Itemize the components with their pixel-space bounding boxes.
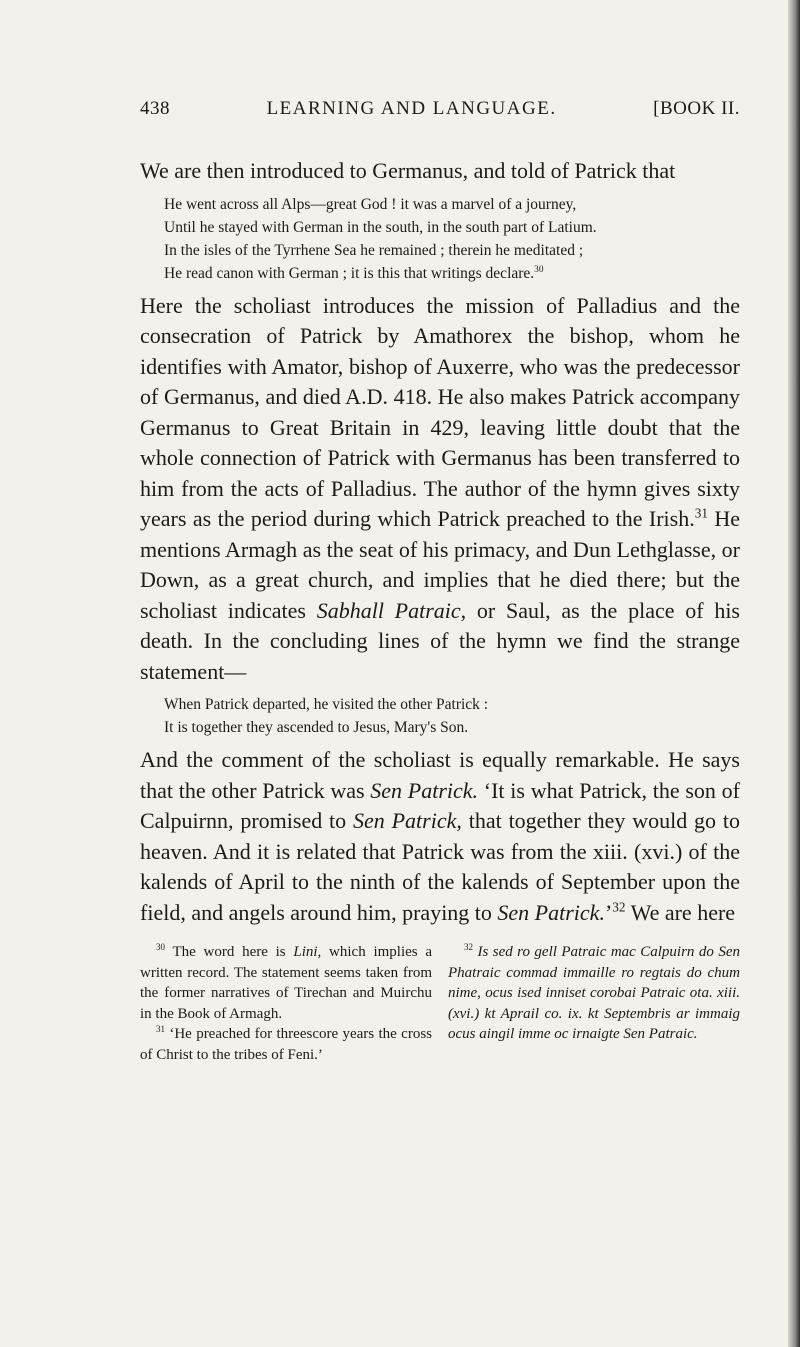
footnote-number: 32 [464,942,473,952]
book-label: [BOOK II. [653,98,740,119]
italic-term: Lini, [293,944,322,960]
verse-line: He went across all Alps—great God ! it was a marvel of a journey, [164,195,577,213]
verse-quote-2 [164,693,740,739]
text-run: He mentions Armagh as the seat of his primacy, and Dun Lethglasse, or Down, as a great church, and implies that he died there; but the scholiast indicates [140,506,740,623]
verse-line: It is together they ascended to Jesus, Mary's Son. [164,719,469,736]
italic-term: Sen Patrick, [353,808,462,833]
running-header [140,98,740,120]
footnote-number: 31 [156,1024,165,1034]
page-number: 438 [140,98,170,119]
text-run: that together they would go to heaven. And it is related that Patrick was from the xiii. (xvi.) of the kalends of April to the ninth of the kalends of September upon the field, and angels around him, praying to [140,808,741,925]
footnotes [140,942,740,1065]
verse-line: In the isles of the Tyrrhene Sea he remained ; therein he meditated ; [164,241,584,259]
footnote-text: Is sed ro gell Patraic mac Calpuirn do Sen Phatraic commad immaille ro regtais do chum nime, ocus ised inniset corobai Patraic ota. xiii. (xvi.) kt Aprail co. ix. kt Septembris ar immaig ocus aingil imme oc irnaigte Sen Patraic. [448,944,740,1042]
verse-line: When Patrick departed, he visited the other Patrick : [164,696,489,713]
text-run: ’ [604,899,613,925]
footnote-31 [140,1024,432,1065]
intro-paragraph: We are then introduced to Germanus, and told of Patrick that [140,158,676,183]
verse-line [164,262,740,285]
footnote-text: ‘He preached for threescore years the cross of Christ to the tribes of Feni.’ [140,1026,432,1063]
footnote-32 [448,942,740,1045]
verse-quote-1 [164,193,740,285]
page-edge-shadow [788,0,800,1347]
italic-term: Sen Patrick. [370,777,479,803]
verse-line-text: He read canon with German ; it is this that writings declare. [164,264,535,282]
body-paragraph-1 [140,291,740,688]
footnote-text: which implies a written record. The statement seems taken from the former narratives of Tirechan and Muirchu in the Book of Armagh. [140,944,432,1022]
footnote-30 [140,942,432,1024]
footnote-ref: 30 [534,264,544,275]
verse-line: Until he stayed with German in the south, in the south part of Latium. [164,218,597,236]
footnote-column-right [448,942,740,1065]
text-run: We are here [625,899,736,925]
italic-term: Sabhall Patraic, [316,597,467,623]
italic-term: Sen Patrick. [497,899,605,925]
footnote-column-left [140,942,432,1065]
book-page [140,98,740,1065]
footnote-ref: 32 [612,899,626,915]
text-run: ‘It is what Patrick, the son of Calpuirnn, promised to [140,777,740,833]
body-paragraph-2 [140,745,740,928]
running-title: LEARNING AND LANGUAGE. [266,98,557,119]
text-run: And the comment of the scholiast is equally remarkable. He says that the other Patrick was [140,747,740,803]
footnote-text: The word here is [165,944,294,960]
text-run: Here the scholiast introduces the mission of Palladius and the consecration of Patrick by Amathorex the bishop, whom he identifies with Amator, bishop of Auxerre, who was the predecessor of Germanus, and died A.D. 418. He also makes Patrick accompany Germanus to Great Britain in 429, leaving little doubt that the whole connection of Patrick with Germanus has been transferred to him from the acts of Palladius. The author of the hymn gives sixty years as the period during which Patrick preached to the Irish. [140,292,740,531]
footnote-number: 30 [156,942,165,952]
footnote-ref: 31 [694,505,708,521]
text-run: or Saul, as the place of his death. In the concluding lines of the hymn we find the strange statement— [140,597,740,684]
